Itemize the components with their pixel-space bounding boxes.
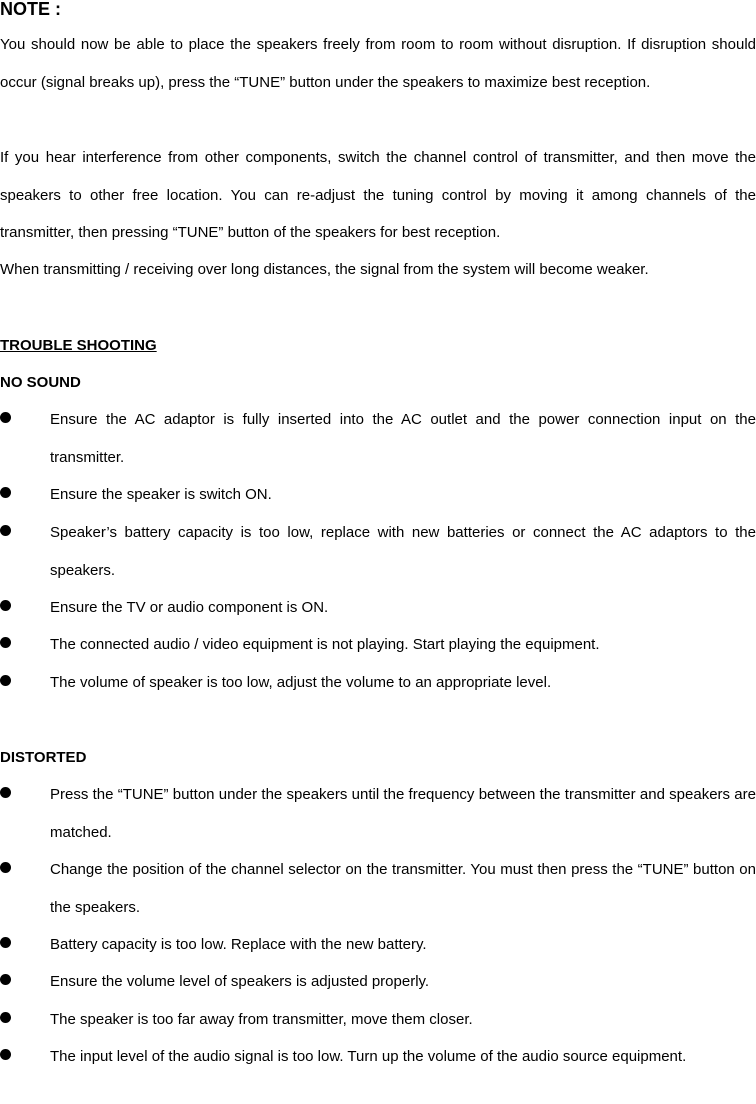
list-item-text: The volume of speaker is too low, adjust the volume to an appropriate level. — [50, 674, 552, 691]
bullet-icon — [0, 787, 11, 798]
note-title: NOTE : — [0, 0, 61, 19]
list-item-text: Ensure the TV or audio component is ON. — [50, 599, 329, 616]
list-item-text: Press the “TUNE” button under the speakers until the frequency between the transmitter and speakers are matched. — [50, 786, 756, 841]
note-paragraph: You should now be able to place the speakers freely from room to room without disruption. If disruption should occur (signal breaks up), press the “TUNE” button under the speakers to maximize best reception. — [0, 36, 756, 91]
list-item-text: Ensure the volume level of speakers is adjusted properly. — [50, 973, 430, 990]
bullet-icon — [0, 487, 11, 498]
list-item-text: Ensure the speaker is switch ON. — [50, 486, 272, 503]
note-paragraph: When transmitting / receiving over long distances, the signal from the system will become weaker. — [0, 261, 649, 278]
bullet-icon — [0, 412, 11, 423]
bullet-icon — [0, 862, 11, 873]
list-item-text: Ensure the AC adaptor is fully inserted into the AC outlet and the power connection input on the transmitter. — [50, 411, 756, 466]
list-item-text: Change the position of the channel selector on the transmitter. You must then press the “TUNE” button on the speakers. — [50, 861, 756, 916]
list-item-text: The connected audio / video equipment is not playing. Start playing the equipment. — [50, 636, 600, 653]
bullet-icon — [0, 974, 11, 985]
bullet-icon — [0, 637, 11, 648]
list-item-text: Battery capacity is too low. Replace with the new battery. — [50, 936, 427, 953]
list-item-text: The input level of the audio signal is too low. Turn up the volume of the audio source equipment. — [50, 1048, 687, 1065]
no-sound-heading: NO SOUND — [0, 374, 81, 391]
note-paragraph: If you hear interference from other components, switch the channel control of transmitter, and then move the speakers to other free location. You can re-adjust the tuning control by moving it among channels of the transmitter, then pressing “TUNE” button of the speakers for best reception. — [0, 149, 756, 242]
distorted-heading: DISTORTED — [0, 749, 87, 766]
list-item-text: The speaker is too far away from transmitter, move them closer. — [50, 1011, 473, 1028]
bullet-icon — [0, 525, 11, 536]
trouble-shooting-heading: TROUBLE SHOOTING — [0, 337, 157, 354]
bullet-icon — [0, 937, 11, 948]
list-item-text: Speaker’s battery capacity is too low, replace with new batteries or connect the AC adaptors to the speakers. — [50, 524, 756, 579]
bullet-icon — [0, 600, 11, 611]
bullet-icon — [0, 1012, 11, 1023]
bullet-icon — [0, 1049, 11, 1060]
bullet-icon — [0, 675, 11, 686]
